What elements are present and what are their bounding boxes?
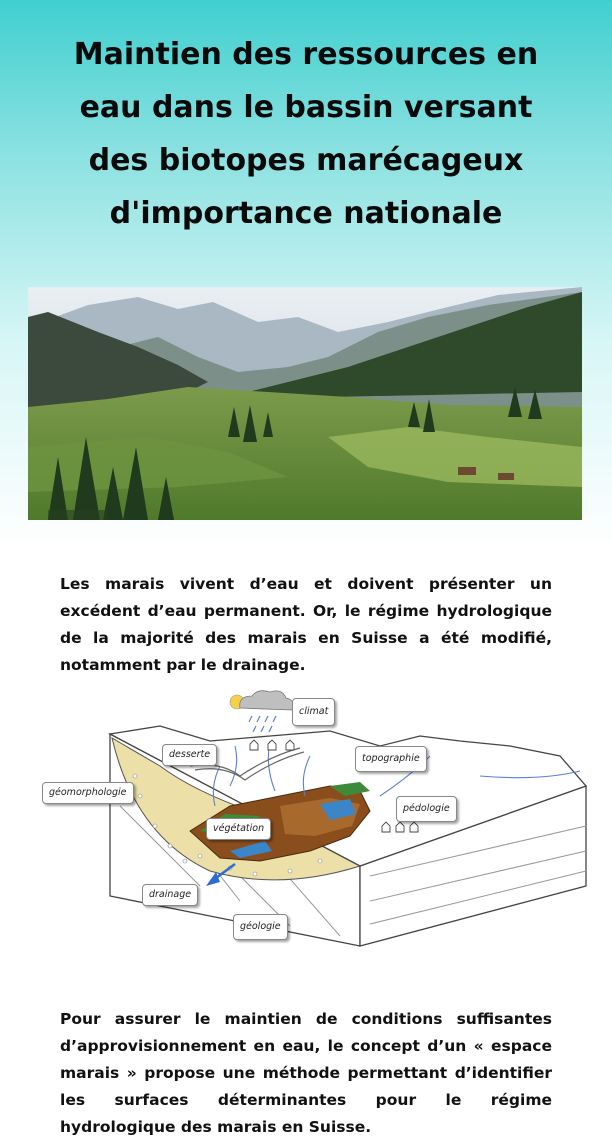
landscape-photo [28,287,582,520]
title-line-4: d'importance nationale [109,196,503,231]
label-pedologie: pédologie [396,796,457,822]
title-line-3: des biotopes marécageux [88,143,524,178]
title-line-2: eau dans le bassin versant [79,90,533,125]
label-drainage: drainage [142,884,198,906]
label-topographie: topographie [355,746,427,772]
intro-paragraph: Les marais vivent d’eau et doivent présenter un excédent d’eau permanent. Or, le régime hydrologique de la majorité des marais en Suisse a été modifié, notamment par le drainage. [60,574,552,674]
label-geologie: géologie [233,914,288,940]
label-geomorphologie: géomorphologie [42,782,134,804]
marsh-catchment-diagram [40,686,592,978]
label-desserte: desserte [162,744,217,766]
label-climat: climat [292,698,335,726]
label-vegetation: végétation [206,818,271,840]
title-line-1: Maintien des ressources en [73,37,539,72]
page-title [40,28,572,240]
concept-paragraph: Pour assurer le maintien de conditions suffisantes d’approvisionnement en eau, le concept d’un « espace marais » propose une méthode permettant d’identifier les surfaces déterminantes pour le régime hydrologique des marais en Suisse. [60,1009,552,1136]
